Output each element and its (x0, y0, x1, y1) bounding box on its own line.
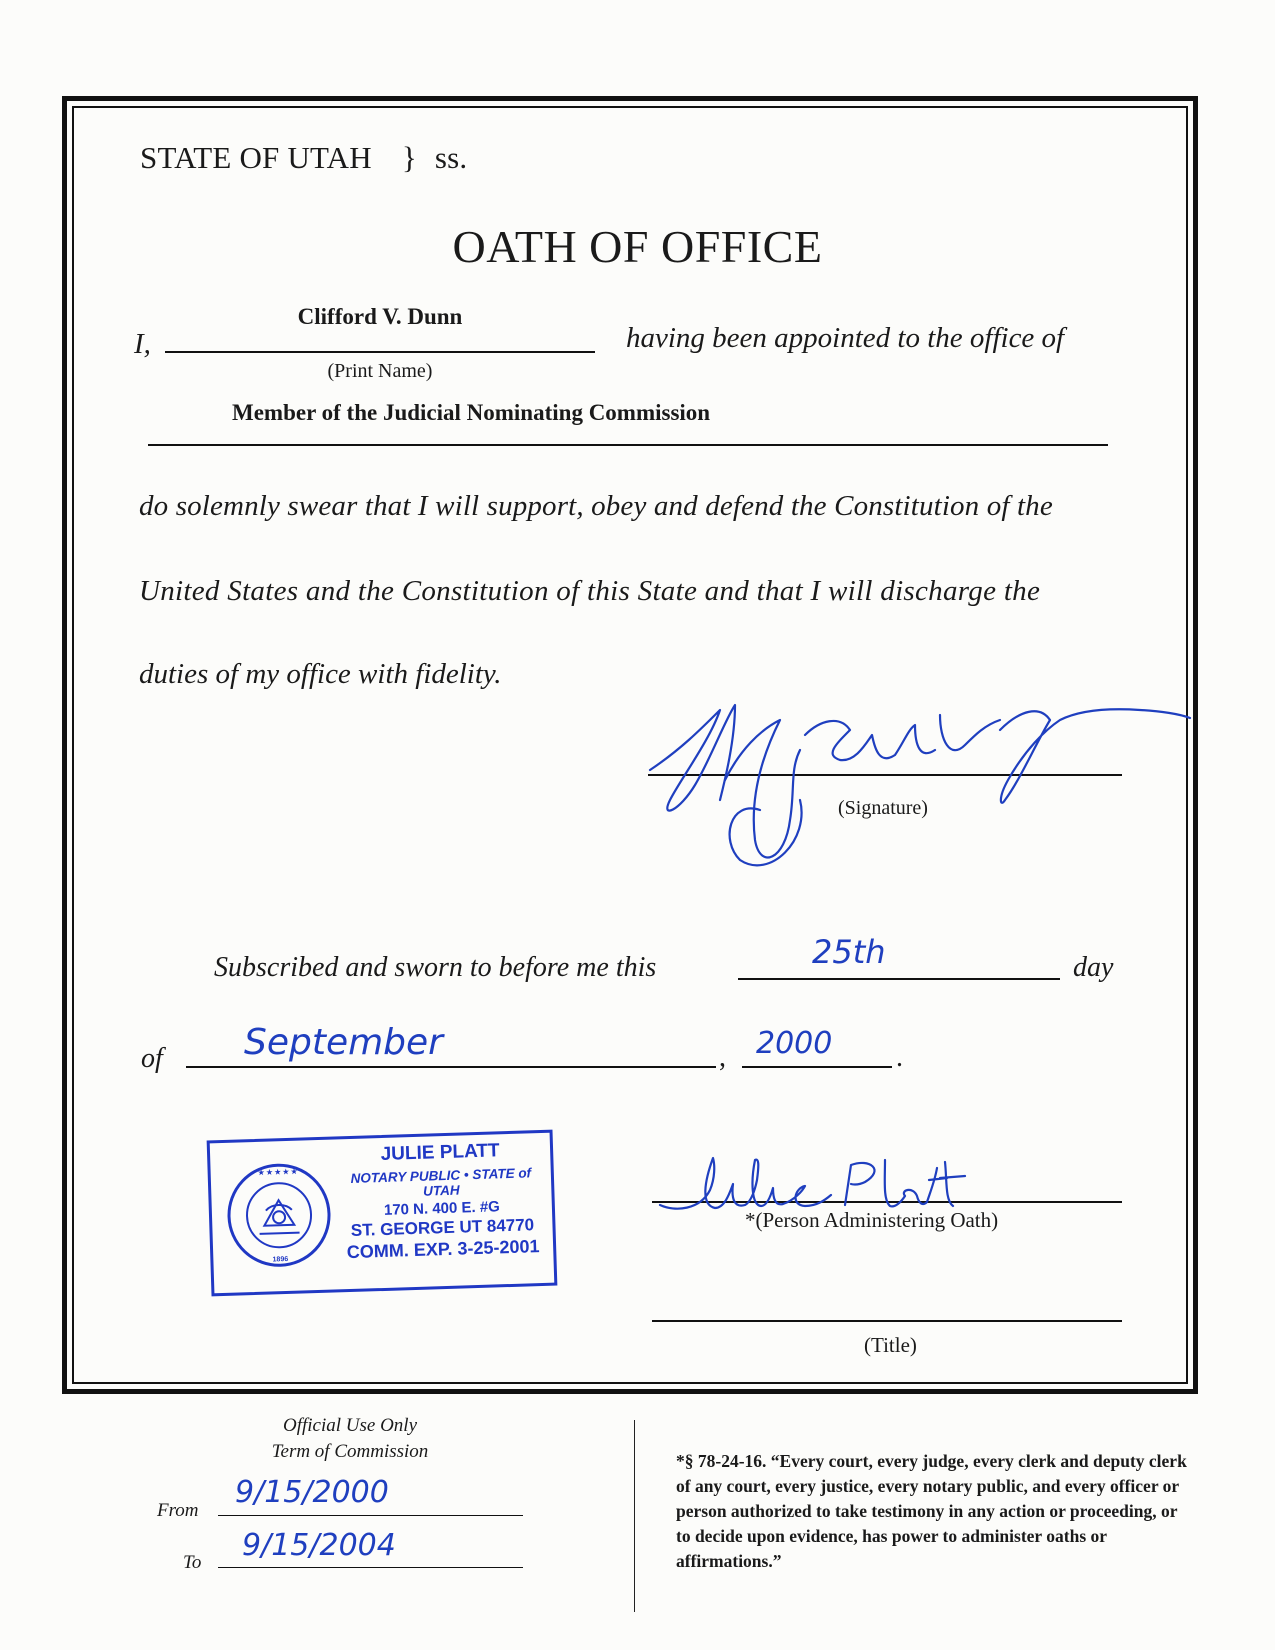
of-label: of (141, 1043, 163, 1074)
title-label: (Title) (864, 1333, 917, 1357)
office-name: Member of the Judicial Nominating Commission (232, 400, 711, 425)
to-value: 9/15/2004 (242, 1528, 396, 1563)
from-label: From (157, 1500, 199, 1521)
from-underline (218, 1515, 523, 1516)
period: . (896, 1042, 903, 1073)
seal-year: 1896 (272, 1255, 289, 1264)
administrator-label: *(Person Administering Oath) (745, 1208, 999, 1232)
stamp-line-2: 170 N. 400 E. #G (383, 1198, 501, 1219)
appointed-text: having been appointed to the office of (626, 322, 1065, 354)
official-use-heading: Official Use Only (282, 1415, 418, 1436)
day-value: 25th (812, 933, 886, 971)
section-divider (634, 1420, 635, 1612)
office-underline (148, 444, 1108, 446)
year-underline (742, 1066, 892, 1068)
day-underline (738, 978, 1060, 980)
stamp-text-block (330, 1139, 554, 1264)
day-label: day (1073, 952, 1114, 983)
subscribed-text: Subscribed and sworn to before me this (214, 952, 657, 983)
stamp-line-3: ST. GEORGE UT 84770 (350, 1215, 535, 1240)
term-heading: Term of Commission (271, 1441, 429, 1462)
stamp-line-1: NOTARY PUBLIC • STATE of UTAH (350, 1165, 532, 1199)
name-underline (165, 351, 595, 353)
state-seal-icon (222, 1154, 336, 1277)
state-label: STATE OF UTAH (140, 140, 372, 175)
title-underline (652, 1320, 1122, 1322)
to-underline (218, 1567, 523, 1568)
stamp-name: JULIE PLATT (380, 1140, 500, 1166)
to-label: To (183, 1552, 202, 1573)
page-title: OATH OF OFFICE (452, 221, 823, 272)
brace: } (401, 140, 417, 175)
oath-body-line-3: duties of my office with fidelity. (139, 658, 502, 690)
from-value: 9/15/2000 (235, 1475, 389, 1510)
i-label: I, (134, 328, 151, 360)
stamp-line-4: COMM. EXP. 3-25-2001 (346, 1236, 540, 1263)
comma: , (719, 1042, 726, 1073)
year-value: 2000 (756, 1026, 833, 1061)
month-underline (186, 1066, 716, 1068)
ss-label: ss. (434, 140, 468, 175)
oath-body-line-2: United States and the Constitution of this State and that I will discharge the (139, 575, 1041, 607)
print-name-label: (Print Name) (327, 360, 433, 382)
notary-stamp (207, 1130, 558, 1297)
svg-text:★ ★ ★ ★ ★: ★ ★ ★ ★ ★ (258, 1168, 298, 1177)
printed-name: Clifford V. Dunn (297, 304, 463, 329)
oath-body-line-1: do solemnly swear that I will support, obey and defend the Constitution of the (139, 490, 1053, 522)
state-header (140, 140, 467, 176)
signature-scribble (640, 690, 1200, 890)
month-value: September (244, 1022, 443, 1063)
signature-label: (Signature) (838, 797, 928, 819)
legal-note: *§ 78-24-16. “Every court, every judge, every clerk and deputy clerk of any court, every justice, every notary public, and every officer or person authorized to take testimony in any action or proceeding, or to decide upon evidence, has power to administer oaths or affirmations.” (676, 1451, 1187, 1571)
